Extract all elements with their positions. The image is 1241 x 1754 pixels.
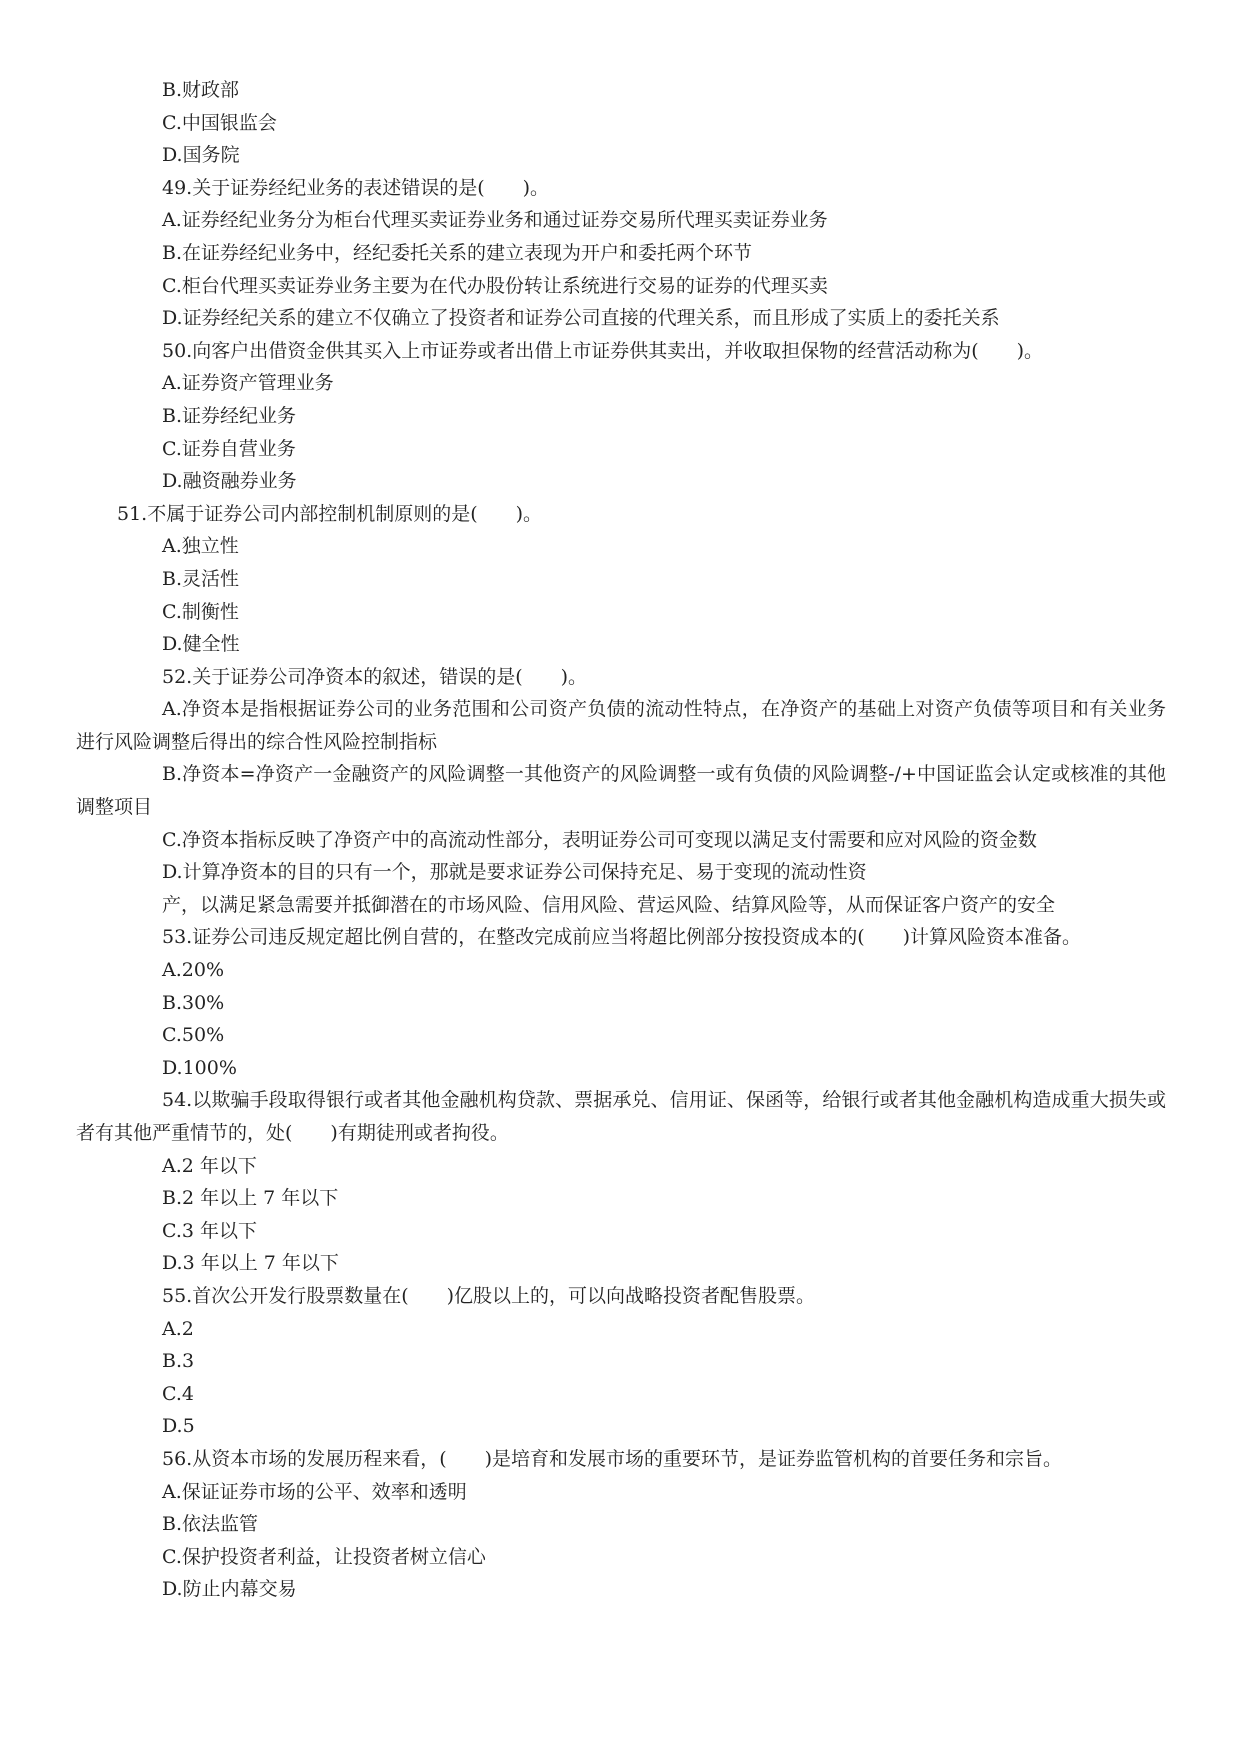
text-line: C.柜台代理买卖证券业务主要为在代办股份转让系统进行交易的证券的代理买卖 [162, 274, 828, 297]
text-line: B.3 [162, 1350, 195, 1373]
text-line: C.50% [162, 1024, 225, 1047]
text-line: 54.以欺骗手段取得银行或者其他金融机构贷款、票据承兑、信用证、保函等，给银行或者其他金融机构造成重大损失或者有其他严重情节的，处( )有期徒刑或者拘役。 [76, 1089, 1166, 1144]
text-line: 产，以满足紧急需要并抵御潜在的市场风险、信用风险、营运风险、结算风险等，从而保证客户资产的安全 [162, 893, 1056, 916]
text-line: B.净资本=净资产一金融资产的风险调整一其他资产的风险调整一或有负债的风险调整-/+中国证监会认定或核准的其他调整项目 [76, 763, 1166, 819]
text-line: A.证券资产管理业务 [162, 372, 334, 395]
text-line: D.国务院 [162, 144, 240, 167]
text-line: D.100% [162, 1056, 237, 1079]
text-line: C.中国银监会 [162, 111, 277, 134]
text-line: D.5 [162, 1415, 195, 1438]
text-line: B.依法监管 [162, 1513, 259, 1536]
text-line: A.独立性 [162, 535, 239, 558]
text-line: 53.证券公司违反规定超比例自营的，在整改完成前应当将超比例部分按投资成本的( )计算风险资本准备。 [162, 926, 1082, 949]
text-line: A.证券经纪业务分为柜台代理买卖证券业务和通过证券交易所代理买卖证券业务 [162, 209, 828, 232]
text-line: 55.首次公开发行股票数量在( )亿股以上的，可以向战略投资者配售股票。 [162, 1284, 816, 1307]
text-line: A.保证证券市场的公平、效率和透明 [162, 1480, 467, 1503]
text-line: 51.不属于证券公司内部控制机制原则的是( )。 [117, 502, 543, 525]
text-line: 49.关于证券经纪业务的表述错误的是( )。 [162, 176, 550, 199]
text-line: D.3 年以上 7 年以下 [162, 1252, 339, 1275]
exam-question-text [76, 74, 1166, 1606]
text-line: A.2 [162, 1317, 194, 1340]
text-line: C.保护投资者利益，让投资者树立信心 [162, 1545, 486, 1568]
text-line: C.净资本指标反映了净资产中的高流动性部分，表明证券公司可变现以满足支付需要和应对风险的资金数 [162, 828, 1037, 851]
text-line: 50.向客户出借资金供其买入上市证券或者出借上市证券供其卖出，并收取担保物的经营活动称为( )。 [162, 339, 1044, 362]
text-line: C.制衡性 [162, 600, 239, 623]
text-line: B.灵活性 [162, 567, 240, 590]
text-line: B.财政部 [162, 79, 240, 101]
text-line: C.3 年以下 [162, 1219, 258, 1242]
text-line: D.防止内幕交易 [162, 1578, 297, 1601]
text-line: B.证券经纪业务 [162, 404, 297, 427]
text-line: D.融资融券业务 [162, 470, 297, 493]
text-line: D.健全性 [162, 633, 240, 656]
text-line: D.证券经纪关系的建立不仅确立了投资者和证券公司直接的代理关系，而且形成了实质上的委托关系 [162, 307, 1000, 330]
text-line: C.4 [162, 1382, 194, 1405]
text-line: D.计算净资本的目的只有一个，那就是要求证券公司保持充足、易于变现的流动性资 [162, 861, 867, 884]
text-line: A.2 年以下 [162, 1154, 257, 1177]
text-line: B.在证券经纪业务中，经纪委托关系的建立表现为开户和委托两个环节 [162, 241, 753, 264]
text-line: 52.关于证券公司净资本的叙述，错误的是( )。 [162, 665, 588, 688]
text-line: A.净资本是指根据证券公司的业务范围和公司资产负债的流动性特点，在净资产的基础上对资产负债等项目和有关业务进行风险调整后得出的综合性风险控制指标 [76, 698, 1166, 753]
text-line: B.2 年以上 7 年以下 [162, 1187, 339, 1210]
text-line: B.30% [162, 991, 225, 1014]
text-line: 56.从资本市场的发展历程来看，( )是培育和发展市场的重要环节，是证券监管机构的首要任务和宗旨。 [162, 1447, 1063, 1470]
text-line: A.20% [162, 959, 224, 982]
text-line: C.证券自营业务 [162, 437, 296, 460]
